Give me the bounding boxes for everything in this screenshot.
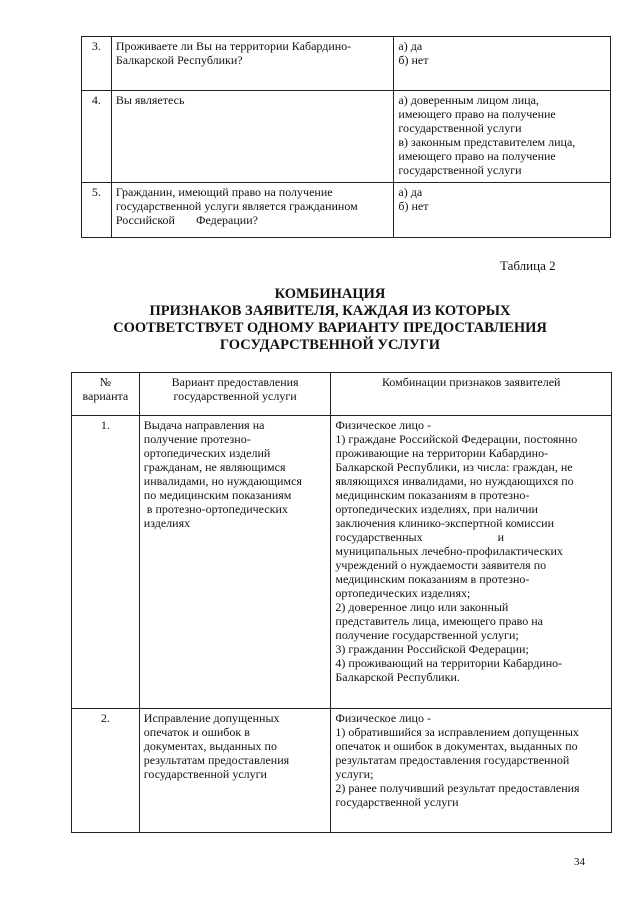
- combination-cell-line: заключения клинико-экспертной комиссии: [335, 516, 555, 530]
- variant-cell-line: ортопедических изделий: [143, 446, 271, 460]
- heading-line: ПРИЗНАКОВ ЗАЯВИТЕЛЯ, КАЖДАЯ ИЗ КОТОРЫХ: [149, 303, 511, 319]
- question-cell: [111, 183, 394, 238]
- variant-cell-line: в протезно-ортопедических: [143, 502, 288, 516]
- combination-cell-line: 1) граждане Российской Федерации, постоянно: [335, 432, 578, 446]
- combination-cell-line: 2) ранее получивший результат предоставления: [335, 781, 580, 795]
- question-cell: [111, 37, 394, 91]
- combination-cell-line: государственной услуги: [335, 795, 459, 809]
- answers-cell: [394, 37, 611, 91]
- combination-cell-line: 3) гражданин Российской Федерации;: [335, 642, 529, 656]
- table-row: [82, 37, 611, 91]
- questions-table: [81, 36, 611, 238]
- combination-cell-line: 1) обратившийся за исправлением допущенных: [335, 725, 579, 739]
- combination-cell-line: ортопедических изделиях, при наличии: [335, 502, 538, 516]
- header-combinations: Комбинации признаков заявителей: [331, 373, 612, 416]
- page-number: 34: [574, 856, 585, 868]
- combination-cell-line: Балкарской Республики, из числа: граждан, не: [335, 460, 573, 474]
- answers-cell-line: а) да: [398, 185, 423, 199]
- header-variant: Вариант предоставления государственной услуги: [139, 373, 331, 416]
- table-caption: Таблица 2: [500, 258, 556, 273]
- question-cell-line: Вы являетесь: [115, 93, 185, 107]
- combination-cell-line: учреждений о нуждаемости заявителя по: [335, 558, 547, 572]
- combination-cell-line: медицинским показаниям в протезно-: [335, 488, 530, 502]
- question-cell-line: Балкарской Республики?: [115, 53, 243, 67]
- section-heading: [100, 286, 560, 354]
- heading-line: ГОСУДАРСТВЕННОЙ УСЛУГИ: [219, 337, 441, 353]
- combination-cell-line: получение государственной услуги;: [335, 628, 519, 642]
- answers-cell-line: имеющего право на получение: [398, 149, 556, 163]
- combination-cell-line: ортопедических изделиях;: [335, 586, 471, 600]
- answers-cell-line: а) доверенным лицом лица,: [398, 93, 539, 107]
- variant-cell-line: по медицинским показаниям: [143, 488, 292, 502]
- answers-cell-line: государственной услуги: [398, 163, 522, 177]
- variant-cell-line: изделиях: [143, 516, 191, 530]
- variant-cell: [139, 709, 331, 833]
- variant-cell-line: инвалидами, но нуждающимся: [143, 474, 302, 488]
- answers-cell: [394, 91, 611, 183]
- answers-cell-line: б) нет: [398, 53, 429, 67]
- row-number: 5.: [82, 183, 112, 238]
- heading-line: СООТВЕТСТВУЕТ ОДНОМУ ВАРИАНТУ ПРЕДОСТАВЛЕНИЯ: [113, 320, 547, 336]
- row-number: 4.: [82, 91, 112, 183]
- combination-cell-line: опечаток и ошибок в документах, выданных по: [335, 739, 578, 753]
- combination-cell-line: 4) проживающий на территории Кабардино-: [335, 656, 563, 670]
- answers-cell-line: государственной услуги: [398, 121, 522, 135]
- variant-cell: [139, 416, 331, 709]
- combination-cell-line: государственных и: [335, 530, 504, 544]
- variant-cell-line: документах, выданных по: [143, 739, 277, 753]
- question-cell-line: Проживаете ли Вы на территории Кабардино-: [115, 39, 352, 53]
- variant-cell-line: Исправление допущенных: [143, 711, 280, 725]
- combination-cell-line: Балкарской Республики.: [335, 670, 460, 684]
- question-cell-line: Гражданин, имеющий право на получение: [115, 185, 333, 199]
- variant-cell-line: результатам предоставления: [143, 753, 290, 767]
- question-cell-line: Российской Федерации?: [115, 213, 258, 227]
- variant-cell-line: Выдача направления на: [143, 418, 265, 432]
- combination-cell-line: услуги;: [335, 767, 374, 781]
- combination-cell-line: Физическое лицо -: [335, 711, 431, 725]
- combination-cell-line: медицинским показаниям в протезно-: [335, 572, 530, 586]
- question-cell-line: государственной услуги является гражданином: [115, 199, 358, 213]
- question-cell: [111, 91, 394, 183]
- answers-cell-line: б) нет: [398, 199, 429, 213]
- table-row: [82, 183, 611, 238]
- combination-cell-line: Физическое лицо -: [335, 418, 431, 432]
- answers-cell-line: в) законным представителем лица,: [398, 135, 576, 149]
- variant-cell-line: государственной услуги: [143, 767, 267, 781]
- table-row: [72, 709, 612, 833]
- variant-cell-line: опечаток и ошибок в: [143, 725, 250, 739]
- combination-cell-line: проживающие на территории Кабардино-: [335, 446, 549, 460]
- combinations-table: [71, 372, 612, 833]
- table-header-row: [72, 373, 612, 416]
- answers-cell-line: а) да: [398, 39, 423, 53]
- combination-cell-line: 2) доверенное лицо или законный: [335, 600, 509, 614]
- combination-cell: [331, 416, 612, 709]
- table-row: [72, 416, 612, 709]
- combination-cell-line: представитель лица, имеющего право на: [335, 614, 543, 628]
- variant-cell-line: получение протезно-: [143, 432, 251, 446]
- combination-cell-line: результатам предоставления государственной: [335, 753, 570, 767]
- variant-number: 2.: [72, 709, 140, 833]
- variant-number: 1.: [72, 416, 140, 709]
- row-number: 3.: [82, 37, 112, 91]
- answers-cell: [394, 183, 611, 238]
- combination-cell-line: являющихся инвалидами, но нуждающихся по: [335, 474, 574, 488]
- answers-cell-line: имеющего право на получение: [398, 107, 556, 121]
- heading-line: КОМБИНАЦИЯ: [274, 286, 386, 302]
- combination-cell-line: муниципальных лечебно-профилактических: [335, 544, 563, 558]
- header-num: № варианта: [72, 373, 140, 416]
- table-row: [82, 91, 611, 183]
- combination-cell: [331, 709, 612, 833]
- variant-cell-line: гражданам, не являющимся: [143, 460, 286, 474]
